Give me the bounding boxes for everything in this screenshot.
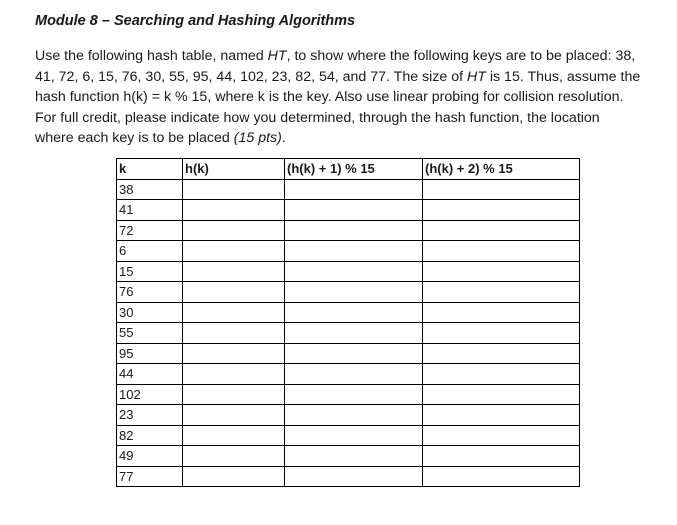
hk-cell[interactable]	[183, 364, 285, 385]
instructions-paragraph	[35, 46, 655, 149]
instructions-line-4: For full credit, please indicate how you determined, through the hash function, the location	[35, 109, 600, 126]
key-cell: 30	[117, 302, 183, 323]
hk-plus-2-cell[interactable]	[423, 282, 580, 303]
table-row	[117, 446, 580, 467]
hk-plus-1-cell[interactable]	[285, 200, 423, 221]
hk-plus-2-cell[interactable]	[423, 466, 580, 487]
table-row	[117, 282, 580, 303]
ht-italic: HT	[267, 48, 287, 64]
hk-cell[interactable]	[183, 446, 285, 467]
key-cell: 95	[117, 343, 183, 364]
hk-plus-1-cell[interactable]	[285, 446, 423, 467]
hk-plus-2-cell[interactable]	[423, 241, 580, 262]
hk-plus-1-cell[interactable]	[285, 405, 423, 426]
hk-plus-2-cell[interactable]	[423, 302, 580, 323]
hk-cell[interactable]	[183, 282, 285, 303]
table-body	[117, 179, 580, 487]
hk-cell[interactable]	[183, 220, 285, 241]
key-cell: 15	[117, 261, 183, 282]
hk-plus-1-cell[interactable]	[285, 282, 423, 303]
hk-cell[interactable]	[183, 425, 285, 446]
key-cell: 49	[117, 446, 183, 467]
key-cell: 82	[117, 425, 183, 446]
hk-cell[interactable]	[183, 405, 285, 426]
key-cell: 23	[117, 405, 183, 426]
ht-italic: HT	[467, 68, 486, 85]
hk-cell[interactable]	[183, 241, 285, 262]
hk-plus-1-cell[interactable]	[285, 425, 423, 446]
hk-plus-1-cell[interactable]	[285, 364, 423, 385]
table-row	[117, 405, 580, 426]
key-cell: 41	[117, 200, 183, 221]
text-segment: 41, 72, 6, 15, 76, 30, 55, 95, 44, 102, 23, 82, 54, and 77. The size of	[35, 68, 467, 85]
key-cell: 77	[117, 466, 183, 487]
hk-cell[interactable]	[183, 323, 285, 344]
hk-plus-1-cell[interactable]	[285, 261, 423, 282]
points-italic: (15 pts)	[233, 130, 282, 146]
hk-plus-1-cell[interactable]	[285, 343, 423, 364]
header-hk-plus-1: (h(k) + 1) % 15	[285, 159, 423, 180]
table-row	[117, 261, 580, 282]
hk-plus-1-cell[interactable]	[285, 241, 423, 262]
hk-cell[interactable]	[183, 179, 285, 200]
key-cell: 76	[117, 282, 183, 303]
table-row	[117, 302, 580, 323]
hk-plus-2-cell[interactable]	[423, 179, 580, 200]
key-cell: 6	[117, 241, 183, 262]
table-row	[117, 343, 580, 364]
hk-cell[interactable]	[183, 302, 285, 323]
table-header-row	[117, 159, 580, 180]
hk-cell[interactable]	[183, 261, 285, 282]
table-row	[117, 364, 580, 385]
table-row	[117, 200, 580, 221]
hash-table	[116, 158, 580, 487]
text-segment: where each key is to be placed	[35, 130, 234, 146]
table-row	[117, 179, 580, 200]
table-row	[117, 384, 580, 405]
hk-plus-2-cell[interactable]	[423, 425, 580, 446]
key-cell: 55	[117, 323, 183, 344]
hk-plus-2-cell[interactable]	[423, 405, 580, 426]
text-segment: is 15. Thus, assume the	[485, 68, 641, 85]
table-row	[117, 323, 580, 344]
hk-plus-1-cell[interactable]	[285, 179, 423, 200]
text-segment: .	[281, 130, 286, 146]
table-row	[117, 466, 580, 487]
key-cell: 72	[117, 220, 183, 241]
hk-plus-1-cell[interactable]	[285, 323, 423, 344]
header-hk: h(k)	[183, 159, 285, 180]
hk-plus-1-cell[interactable]	[285, 384, 423, 405]
hk-plus-2-cell[interactable]	[423, 261, 580, 282]
hk-plus-2-cell[interactable]	[423, 200, 580, 221]
hk-plus-1-cell[interactable]	[285, 466, 423, 487]
text-segment: , to show where the following keys are to be placed: 38,	[286, 48, 636, 64]
hk-plus-2-cell[interactable]	[423, 364, 580, 385]
key-cell: 44	[117, 364, 183, 385]
hk-plus-1-cell[interactable]	[285, 220, 423, 241]
key-cell: 102	[117, 384, 183, 405]
hk-cell[interactable]	[183, 384, 285, 405]
hk-plus-1-cell[interactable]	[285, 302, 423, 323]
module-title: Module 8 – Searching and Hashing Algorithms	[35, 13, 356, 29]
hk-plus-2-cell[interactable]	[423, 220, 580, 241]
instructions-line-3: hash function h(k) = k % 15, where k is the key. Also use linear probing for collision resolution.	[35, 89, 624, 105]
header-hk-plus-2: (h(k) + 2) % 15	[423, 159, 580, 180]
hk-cell[interactable]	[183, 466, 285, 487]
hk-plus-2-cell[interactable]	[423, 343, 580, 364]
hk-plus-2-cell[interactable]	[423, 323, 580, 344]
hk-plus-2-cell[interactable]	[423, 446, 580, 467]
hk-cell[interactable]	[183, 343, 285, 364]
instructions-line-5	[35, 128, 655, 149]
instructions-line-1	[35, 46, 655, 67]
header-k: k	[117, 159, 183, 180]
table-row	[117, 220, 580, 241]
instructions-line-2	[35, 67, 655, 88]
key-cell: 38	[117, 179, 183, 200]
table-row	[117, 241, 580, 262]
hk-cell[interactable]	[183, 200, 285, 221]
table-row	[117, 425, 580, 446]
text-segment: Use the following hash table, named	[35, 48, 268, 64]
hk-plus-2-cell[interactable]	[423, 384, 580, 405]
